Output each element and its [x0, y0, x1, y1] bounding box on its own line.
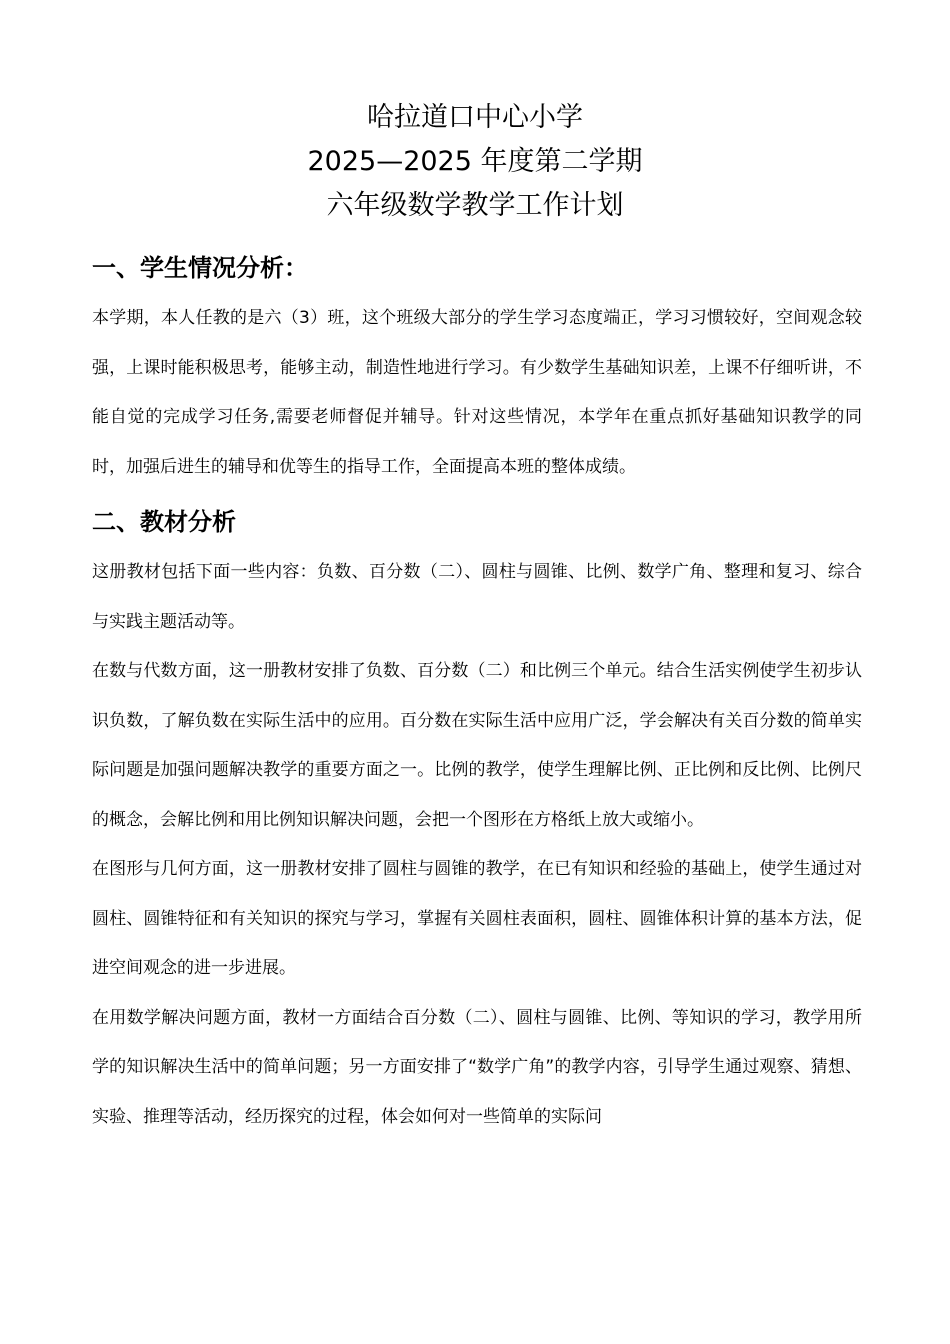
- section-heading: 二、教材分析: [92, 508, 236, 536]
- section-heading: 一、学生情况分析：: [92, 254, 308, 282]
- paragraph: 这册教材包括下面一些内容：负数、百分数（二）、圆柱与圆锥、比例、数学广角、整理和复习、综合与实践主题活动等。: [92, 562, 862, 632]
- section-spacer: [92, 492, 862, 502]
- school-name: 哈拉道口中心小学: [367, 102, 583, 133]
- school-year-term: 2025—2025 年度第二学期: [307, 146, 643, 177]
- paragraph: 在用数学解决问题方面，教材一方面结合百分数（二）、圆柱与圆锥、比例、等知识的学习，教学用所学的知识解决生活中的简单问题；另一方面安排了“数学广角”的教学内容，引导学生通过观察、猜想、实验、推理等活动，经历探究的过程，体会如何对一些简单的实际问: [92, 1007, 862, 1127]
- document-title: [0, 96, 950, 228]
- paragraph: 在图形与几何方面，这一册教材安排了圆柱与圆锥的教学，在已有知识和经验的基础上，使学生通过对圆柱、圆锥特征和有关知识的探究与学习，掌握有关圆柱表面积，圆柱、圆锥体积计算的基本方法，促进空间观念的进一步进展。: [92, 859, 862, 978]
- plan-title: 六年级数学教学工作计划: [326, 190, 624, 221]
- paragraph: 本学期，本人任教的是六（3）班，这个班级大部分的学生学习态度端正，学习习惯较好，空间观念较强，上课时能积极思考，能够主动，制造性地进行学习。有少数学生基础知识差，上课不仔细听讲，不能自觉的完成学习任务,需要老师督促并辅导。针对这些情况，本学年在重点抓好基础知识教学的同时，加强后进生的辅导和优等生的指导工作，全面提高本班的整体成绩。: [92, 308, 862, 477]
- section-textbook-analysis: [92, 502, 862, 1142]
- paragraph: 在数与代数方面，这一册教材安排了负数、百分数（二）和比例三个单元。结合生活实例使学生初步认识负数，了解负数在实际生活中的应用。百分数在实际生活中应用广泛，学会解决有关百分数的简单实际问题是加强问题解决教学的重要方面之一。比例的教学，使学生理解比例、正比例和反比例、比例尺的概念，会解比例和用比例知识解决问题，会把一个图形在方格纸上放大或缩小。: [92, 661, 862, 830]
- document-body: [92, 248, 862, 1142]
- section-student-analysis: [92, 248, 862, 492]
